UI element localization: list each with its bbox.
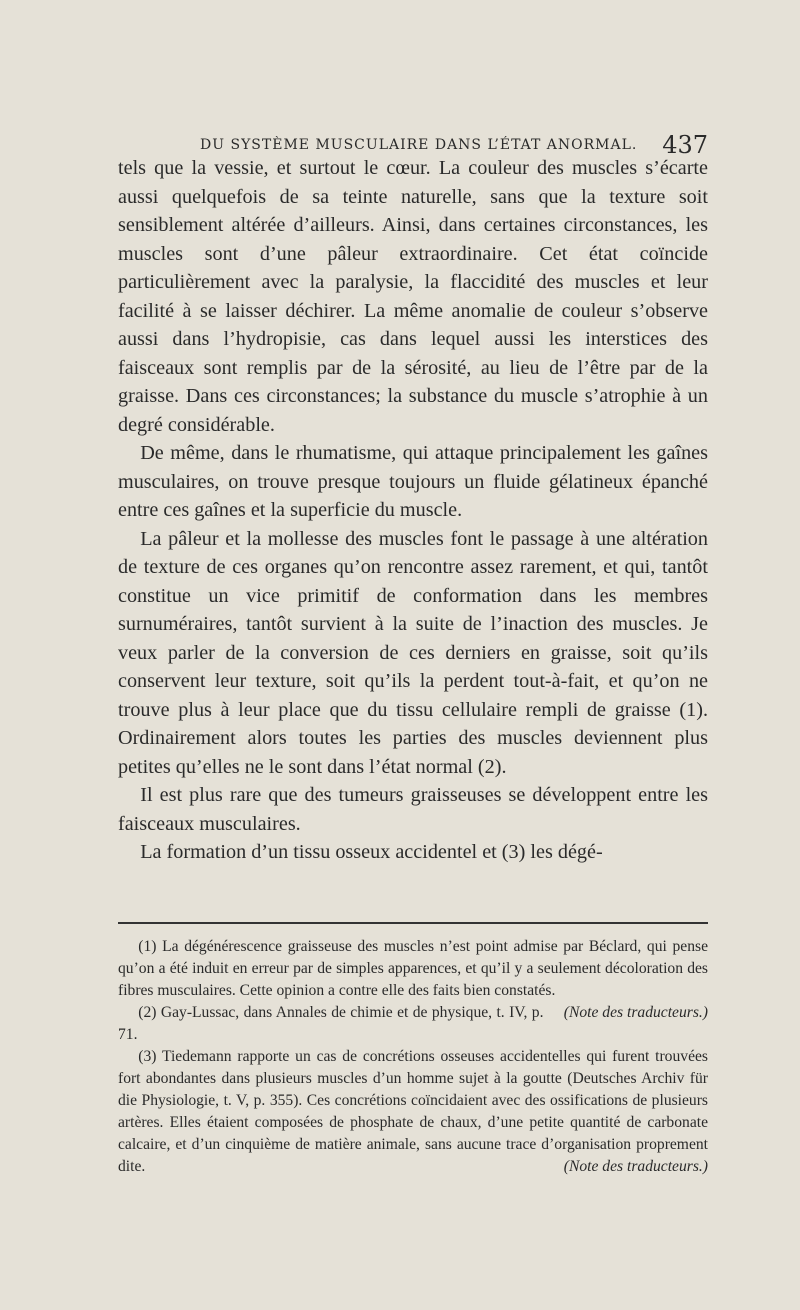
footnote-3-text: (3) Tiedemann rapporte un cas de concrétions osseuses accidentelles qui furent trouvées fort abondantes dans plusieurs muscles d’un homme sujet à la goutte (Deutsches Archiv für die Physiologie, t. V, p. 355). Ces concrétions coïncidaient avec des ossifications de plusieurs artères. Elles étaient composées de phosphate de chaux, d’une petite quantité de carbonate calcaire, et d’un cinquième de matière animale, sans aucune trace d’organisation proprement dite. (118, 1048, 708, 1175)
footnote-divider (118, 922, 708, 924)
paragraph-4: Il est plus rare que des tumeurs graisseuses se développent entre les faisceaux musculaires. (118, 784, 708, 835)
page-number: 437 (662, 131, 708, 159)
footnote-1-text: (1) La dégénérescence graisseuse des muscles n’est point admise par Béclard, qui pense qu’on a été induit en erreur par de simples apparences, et qu’il y a seulement décoloration des fibres musculaires. Cette opinion a contre elle des faits bien constatés. (118, 938, 708, 999)
footnote-1-attribution: (Note des traducteurs.) (563, 1004, 708, 1021)
paragraph-2: De même, dans le rhumatisme, qui attaque principalement les gaînes musculaires, on trouve presque toujours un fluide gélatineux épanché entre ces gaînes et la superficie du muscle. (118, 442, 708, 521)
paragraph-1: tels que la vessie, et surtout le cœur. La couleur des muscles s’écarte aussi quelquefois de sa teinte naturelle, sans que la texture soit sensiblement altérée d’ailleurs. Ainsi, dans certaines circonstances, les muscles sont d’une pâleur extraordinaire. Cet état coïncide particulièrement avec la paralysie, la flaccidité des muscles et leur facilité à se laisser déchirer. La même anomalie de couleur s’observe aussi dans l’hydropisie, cas dans lequel aussi les interstices des faisceaux sont remplis par de la sérosité, au lieu de l’être par de la graisse. Dans ces circonstances; la substance du muscle s’atrophie à un degré considérable. (118, 157, 708, 436)
footnote-3 (118, 1046, 708, 1178)
footnote-2-text: (2) Gay-Lussac, dans Annales de chimie et de physique, t. IV, p. 71. (118, 1004, 544, 1043)
footnote-1 (118, 936, 708, 1021)
main-text (118, 154, 708, 867)
footnote-3-attribution: (Note des traducteurs.) (563, 1158, 708, 1175)
paragraph-3: La pâleur et la mollesse des muscles font le passage à une altération de texture de ces organes qu’on rencontre assez rarement, et qui, tantôt constitue un vice primitif de conformation dans les membres surnuméraires, tantôt survient à la suite de l’inaction des muscles. Je veux parler de la conversion de ces derniers en graisse, soit qu’ils conservent leur texture, soit qu’ils la perdent tout-à-fait, et qu’on ne trouve plus à leur place que du tissu cellulaire rempli de graisse (1). Ordinairement alors toutes les parties des muscles deviennent plus petites qu’elles ne le sont dans l’état normal (2). (118, 527, 708, 778)
footnotes (118, 936, 708, 1178)
paragraph-5: La formation d’un tissu osseux accidentel et (3) les dégé- (140, 841, 603, 863)
running-head: DU SYSTÈME MUSCULAIRE DANS L’ÉTAT ANORMAL. (200, 137, 638, 153)
